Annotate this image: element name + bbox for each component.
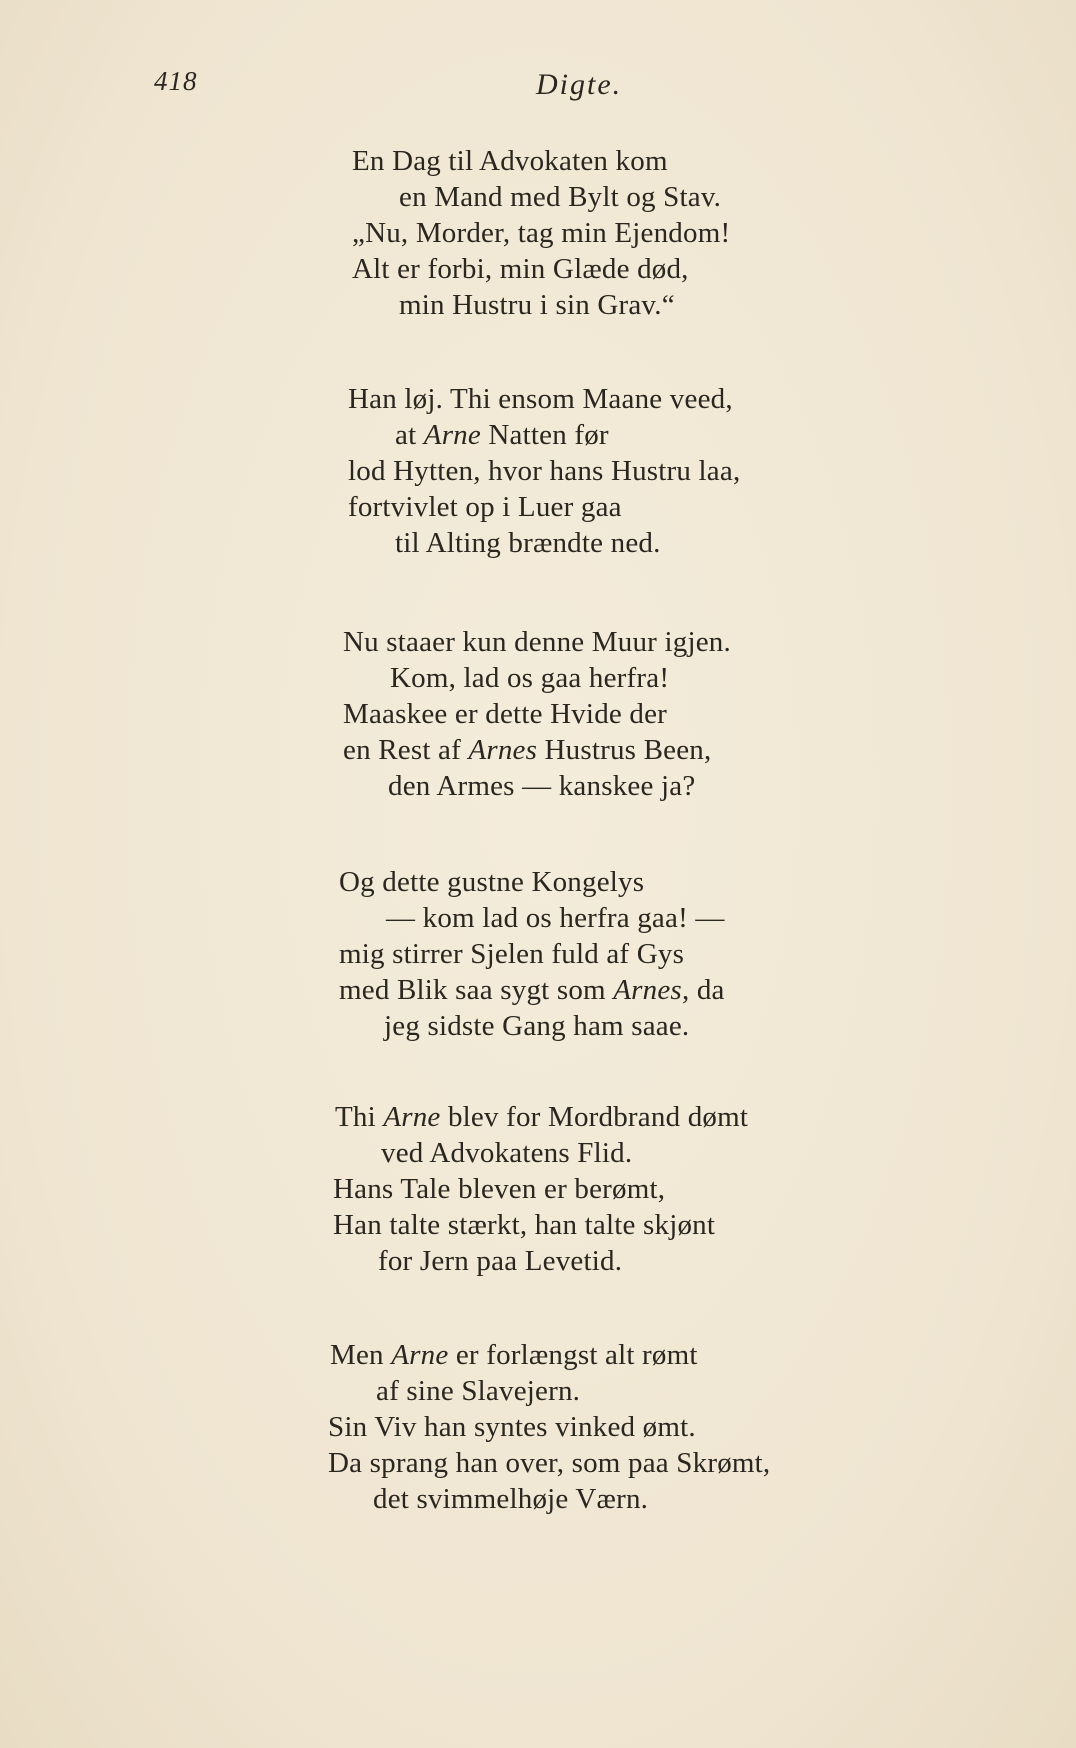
verse-line: at Arne Natten før xyxy=(395,419,609,451)
verse-line: af sine Slavejern. xyxy=(376,1375,581,1407)
verse-line: Kom, lad os gaa herfra! xyxy=(390,662,670,694)
verse-line: Og dette gustne Kongelys xyxy=(339,866,645,898)
verse-line: Nu staaer kun denne Muur igjen. xyxy=(343,626,731,658)
verse-line: Han talte stærkt, han talte skjønt xyxy=(333,1209,716,1241)
verse-line: „Nu, Morder, tag min Ejendom! xyxy=(352,217,731,249)
verse-line: det svimmelhøje Værn. xyxy=(373,1483,649,1515)
verse-line: min Hustru i sin Grav.“ xyxy=(399,289,675,321)
verse-line: for Jern paa Levetid. xyxy=(378,1245,623,1277)
verse-line: Hans Tale bleven er berømt, xyxy=(333,1173,666,1205)
verse-line: ved Advokatens Flid. xyxy=(381,1137,633,1169)
verse-line: den Armes — kanskee ja? xyxy=(388,770,696,802)
verse-line: en Rest af Arnes Hustrus Been, xyxy=(343,734,712,766)
verse-line: Men Arne er forlængst alt rømt xyxy=(330,1339,698,1371)
running-title: Digte. xyxy=(536,68,623,101)
verse-line: fortvivlet op i Luer gaa xyxy=(348,491,622,523)
verse-line: Sin Viv han syntes vinked ømt. xyxy=(328,1411,696,1443)
verse-line: En Dag til Advokaten kom xyxy=(352,145,668,177)
verse-line: til Alting brændte ned. xyxy=(395,527,661,559)
verse-line: mig stirrer Sjelen fuld af Gys xyxy=(339,938,685,970)
verse-line: Han løj. Thi ensom Maane veed, xyxy=(348,383,733,415)
page-number: 418 xyxy=(154,66,198,96)
verse-line: jeg sidste Gang ham saae. xyxy=(384,1010,690,1042)
verse-line: Alt er forbi, min Glæde død, xyxy=(352,253,689,285)
verse-line: Da sprang han over, som paa Skrømt, xyxy=(328,1447,771,1479)
verse-line: med Blik saa sygt som Arnes, da xyxy=(339,974,725,1006)
verse-line: — kom lad os herfra gaa! — xyxy=(386,902,725,934)
verse-line: en Mand med Bylt og Stav. xyxy=(399,181,722,213)
verse-line: lod Hytten, hvor hans Hustru laa, xyxy=(348,455,741,487)
verse-line: Maaskee er dette Hvide der xyxy=(343,698,668,730)
verse-line: Thi Arne blev for Mordbrand dømt xyxy=(335,1101,749,1133)
